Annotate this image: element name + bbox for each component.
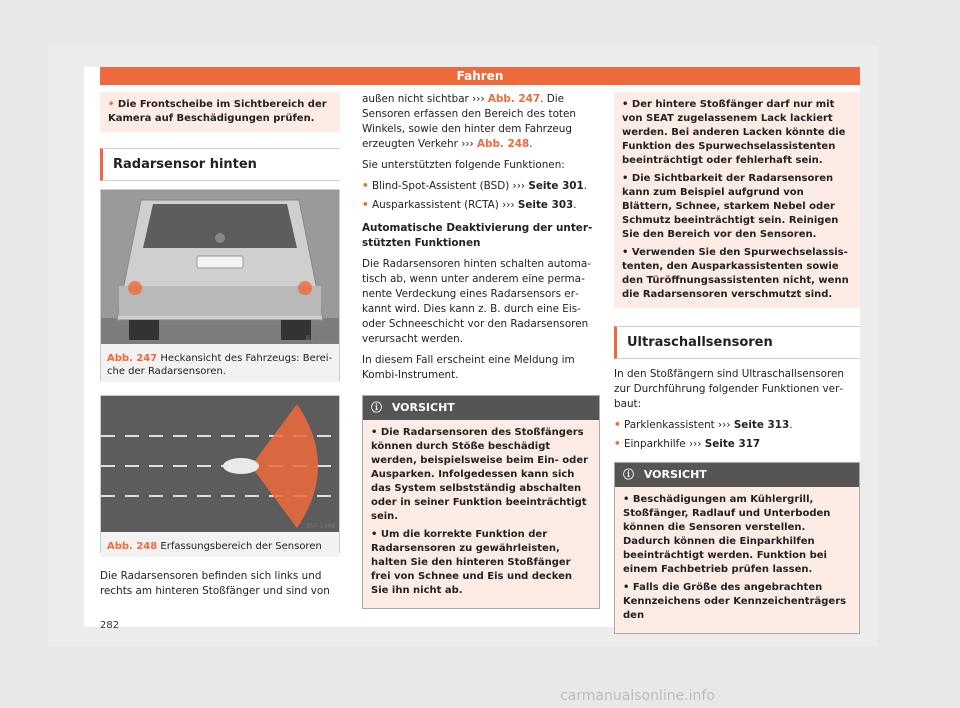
text: Falls die Größe des angebrachten Kennzeichens oder Kennzeichenträgers den — [623, 582, 847, 621]
warning-item — [623, 581, 851, 623]
figure-247 — [100, 189, 340, 381]
section-title-radar: Radarsensor hinten — [100, 148, 340, 181]
figure-link-248[interactable]: Abb. 248 — [477, 138, 530, 150]
warning-body — [363, 420, 599, 608]
warning-icon: ⓘ — [623, 468, 634, 481]
column-right — [614, 92, 860, 634]
bullet-icon: • — [622, 173, 629, 184]
warning-body — [615, 487, 859, 633]
caption-text: Erfassungsbereich der Sensoren — [160, 541, 322, 552]
page-number: 282 — [100, 620, 120, 631]
text: Um die korrekte Funktion der Radarsensoren zu gewährleisten, halten Sie den hinteren Stoßfänger frei von Schnee und Eis und decken Sie ihn nicht ab. — [371, 529, 572, 596]
paragraph: Die Radarsensoren befinden sich links und rechts am hinteren Stoßfänger und sind von — [100, 570, 330, 597]
paragraph: Sie unterstützten folgende Funktionen: — [362, 159, 565, 171]
text: Einparkhilfe ››› — [623, 438, 702, 450]
warning-icon: ⓘ — [371, 401, 382, 414]
bullet-icon: • — [622, 247, 629, 258]
figure-caption — [101, 348, 339, 382]
list-item: • Ausparkassistent (RCTA) ››› Seite 303. — [362, 199, 577, 211]
paragraph: In diesem Fall erscheint eine Meldung im Kombi-Instrument. — [362, 354, 575, 381]
page-link[interactable]: Seite 313 — [733, 419, 790, 431]
paragraph: In den Stoßfängern sind Ultraschallsensoren zur Durchführung folgender Funktionen verbaut: — [614, 368, 845, 410]
bullet-icon: • — [362, 199, 369, 211]
warning-box — [362, 395, 600, 609]
paragraph: Die Radarsensoren hinten schalten automatisch ab, wenn unter anderem eine permanente Verdeckung eines Radarsensors erkannt wird. Dies kann z. B. durch eine Eis- oder Schneeschicht vor den Radarsensoren verursacht werden. — [362, 258, 592, 345]
figure-248 — [100, 395, 340, 553]
bullet-icon: • — [623, 494, 630, 505]
bullet-icon: • — [371, 427, 378, 438]
note-item — [622, 246, 852, 302]
text: Parklenkassistent ››› — [623, 419, 731, 431]
column-middle — [362, 92, 600, 609]
warning-box — [614, 462, 860, 634]
text: außen nicht sichtbar ››› — [362, 93, 485, 105]
text: Die Sichtbarkeit der Radarsensoren kann zum Beispiel aufgrund von Blättern, Schnee, starkem Nebel oder Schmutz beeinträchtigt sein. Reinigen Sie den Bereich vor den Sensoren. — [622, 173, 839, 240]
page-link[interactable]: Seite 303 — [517, 199, 574, 211]
subheading: Automatische Deaktivierung der unterstützten Funktionen — [362, 222, 593, 249]
warning-title: VORSICHT — [643, 468, 707, 481]
text: . Die Sensoren erfassen den Bereich des toten Winkels, sowie den hinter dem Fahrzeug erzeugten Verkehr ››› — [362, 93, 576, 150]
text: Der hintere Stoßfänger darf nur mit von SEAT zugelassenem Lack lackiert werden. Bei anderen Lacken könnte die Funktion des Spurwechselassistenten beeinträchtigt oder fehlerhaft sein. — [622, 99, 846, 166]
bullet-icon: • — [614, 419, 621, 431]
text: Verwenden Sie den Spurwechselassistenten, den Ausparkassistenten sowie den Türöffnungsassistenten nicht, wenn die Radarsensoren verschmutzt sind. — [622, 247, 849, 300]
list-item — [614, 437, 860, 452]
figure-number: Abb. 247 — [107, 353, 158, 364]
bullet-icon: • — [371, 529, 378, 540]
list-item: • Blind-Spot-Assistent (BSD) ››› Seite 301. — [362, 180, 588, 192]
bullet-icon: • — [623, 582, 630, 593]
bullet-icon: • — [614, 438, 621, 450]
detection-range-illustration — [101, 396, 339, 532]
text: Beschädigungen am Kühlergrill, Stoßfänger, Radlauf und Unterboden können die Sensoren verstellen. Dadurch können die Einparkhilfen beeinträchtigt werden. Funktion bei einem Fachbetrieb prüfen lassen. — [623, 494, 831, 575]
warning-header — [363, 396, 599, 420]
section-title-ultrasonic: Ultraschallsensoren — [614, 326, 860, 359]
warning-title: VORSICHT — [391, 401, 455, 414]
watermark: carmanualsonline.info — [560, 688, 715, 704]
figure-caption — [101, 536, 339, 557]
warning-item — [371, 528, 591, 598]
page-link[interactable]: Seite 301 — [528, 180, 584, 192]
warning-item — [371, 426, 591, 524]
bullet-icon: • — [362, 180, 369, 192]
list-item: • Parklenkassistent ››› Seite 313. — [614, 419, 793, 431]
car-rear-illustration — [101, 190, 339, 344]
column-left — [100, 92, 340, 605]
text: . — [529, 138, 533, 150]
bullet-icon: • — [622, 99, 629, 110]
text: Ausparkassistent (RCTA) ››› — [371, 199, 515, 211]
note-item — [622, 172, 852, 242]
figure-number: Abb. 248 — [107, 541, 158, 552]
paragraph — [362, 92, 600, 152]
figure-code: B7V-1058 — [305, 335, 335, 342]
note-item — [622, 98, 852, 168]
note-text: Die Frontscheibe im Sichtbereich der Kamera auf Beschädigungen prüfen. — [108, 99, 327, 124]
note-box — [100, 92, 340, 132]
caption-text: Heckansicht des Fahrzeugs: Bereiche der Radarsensoren. — [107, 353, 333, 377]
text: Die Radarsensoren des Stoßfängers können durch Stöße beschädigt werden, beispielsweise beim Ein- oder Ausparken. Infolgedessen kann sich das System selbstständig abschalten oder in seiner Funktion beeinträchtigt sein. — [371, 427, 589, 522]
warning-header — [615, 463, 859, 487]
text: Blind-Spot-Assistent (BSD) ››› — [371, 180, 526, 192]
figure-link-247[interactable]: Abb. 247 — [487, 93, 541, 105]
chapter-header: Fahren — [100, 67, 860, 85]
page-link[interactable]: Seite 317 — [704, 438, 761, 450]
note-box — [614, 92, 860, 308]
figure-code: B5F-1346 — [306, 523, 335, 530]
bullet-icon: • — [108, 99, 115, 110]
warning-item — [623, 493, 851, 577]
